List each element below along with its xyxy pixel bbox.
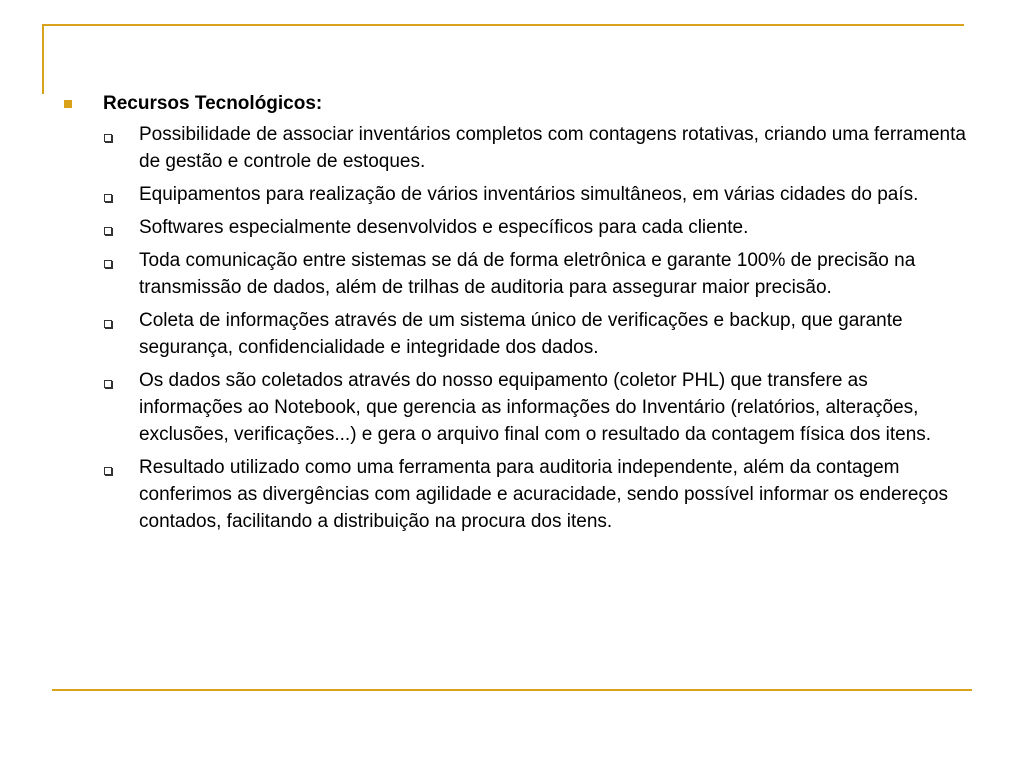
hollow-square-bullet-icon <box>104 194 112 202</box>
list-item <box>102 181 974 208</box>
hollow-square-bullet-icon <box>104 260 112 268</box>
hollow-square-bullet-icon <box>104 467 112 475</box>
hollow-square-bullet-icon <box>104 227 112 235</box>
left-rule <box>42 24 44 94</box>
section-heading: Recursos Tecnológicos: <box>103 93 323 114</box>
list-item-text: Softwares especialmente desenvolvidos e específicos para cada cliente. <box>139 217 749 238</box>
square-bullet-icon <box>64 100 72 108</box>
bottom-rule <box>52 689 972 691</box>
list-item-text: Toda comunicação entre sistemas se dá de forma eletrônica e garante 100% de precisão na transmissão de dados, além de trilhas de auditoria para assegurar maior precisão. <box>139 250 916 298</box>
main-bullet-item <box>64 90 974 117</box>
list-item-text: Os dados são coletados através do nosso equipamento (coletor PHL) que transfere as informações ao Notebook, que gerencia as informações do Inventário (relatórios, alterações, exclusões, verificações...) e gera o arquivo final com o resultado da contagem física dos itens. <box>139 370 932 445</box>
slide-content <box>64 90 974 541</box>
list-item-text: Possibilidade de associar inventários completos com contagens rotativas, criando uma ferramenta de gestão e controle de estoques. <box>139 124 966 172</box>
hollow-square-bullet-icon <box>104 134 112 142</box>
list-item-text: Coleta de informações através de um sistema único de verificações e backup, que garante segurança, confidencialidade e integridade dos dados. <box>139 310 903 358</box>
list-item-text: Resultado utilizado como uma ferramenta para auditoria independente, além da contagem conferimos as divergências com agilidade e acuracidade, sendo possível informar os endereços contados, facilitando a distribuição na procura dos itens. <box>139 457 948 532</box>
hollow-square-bullet-icon <box>104 380 112 388</box>
hollow-square-bullet-icon <box>104 320 112 328</box>
list-item <box>102 454 974 535</box>
list-item <box>102 214 974 241</box>
top-rule <box>42 24 964 26</box>
list-item <box>102 247 974 301</box>
list-item-text: Equipamentos para realização de vários inventários simultâneos, em várias cidades do país. <box>139 184 919 205</box>
list-item <box>102 307 974 361</box>
sub-bullet-list <box>64 121 974 535</box>
list-item <box>102 121 974 175</box>
list-item <box>102 367 974 448</box>
